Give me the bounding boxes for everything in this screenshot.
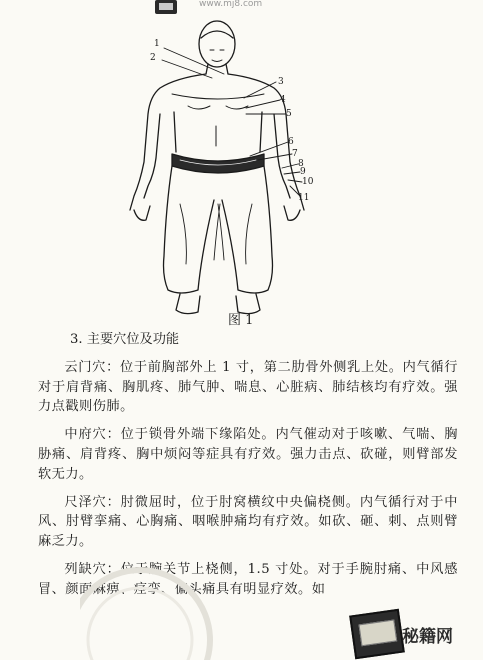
section-heading (38, 330, 458, 350)
watermark-url: www.mj8.com (199, 0, 263, 9)
figure-label-7: 7 (292, 149, 298, 159)
acupoint-figure (120, 14, 330, 330)
figure-label-1: 1 (154, 39, 160, 49)
section-number: 3. (70, 332, 83, 347)
head-outline (199, 21, 235, 67)
watermark-stamp (80, 560, 280, 660)
figure-label-5: 5 (286, 109, 292, 119)
paragraph-zhongfu: 中府穴：位于锁骨外端下缘陷处。内气催动对于咳嗽、气喘、胸胁痛、肩背疼、胸中烦闷等症具有疗效。强力击点、砍碰，则臂部发软无力。 (38, 427, 458, 482)
paragraph-yunmen: 云门穴：位于前胸部外上 1 寸，第二肋骨外侧乳上处。内气循行对于肩背痛、胸肌疼、肺气肿、喘息、心脏病、肺结核均有疗效。强力点戳则伤肺。 (38, 360, 458, 415)
section-title: 主要穴位及功能 (86, 332, 180, 347)
figure-label-10: 10 (302, 177, 314, 187)
figure-label-9: 9 (300, 167, 306, 177)
figure-label-6: 6 (288, 137, 294, 147)
paragraph-chize: 尺泽穴：肘微屈时，位于肘窝横纹中央偏桡侧。内气循行对于中风、肘臂挛痛、心胸痛、咽喉肿痛均有疗效。如砍、砸、刺、点则臂麻乏力。 (38, 494, 458, 549)
book-seal-icon (349, 609, 405, 660)
paragraph-lieque: 列缺穴：位于腕关节上桡侧，1.5 寸处。对于手腕肘痛、中风感冒、颜面麻痹、痉挛、偏头痛具有明显疗效。如 (38, 561, 458, 597)
bottom-watermark-text: 秘籍网 (402, 627, 453, 647)
figure-label-3: 3 (278, 77, 284, 87)
figure-caption: 图 1 (228, 313, 254, 328)
book-logo-icon (155, 0, 177, 14)
figure-label-2: 2 (150, 53, 156, 63)
figure-label-8: 8 (298, 159, 304, 169)
figure-label-4: 4 (280, 95, 286, 105)
figure-label-11: 11 (298, 193, 310, 203)
